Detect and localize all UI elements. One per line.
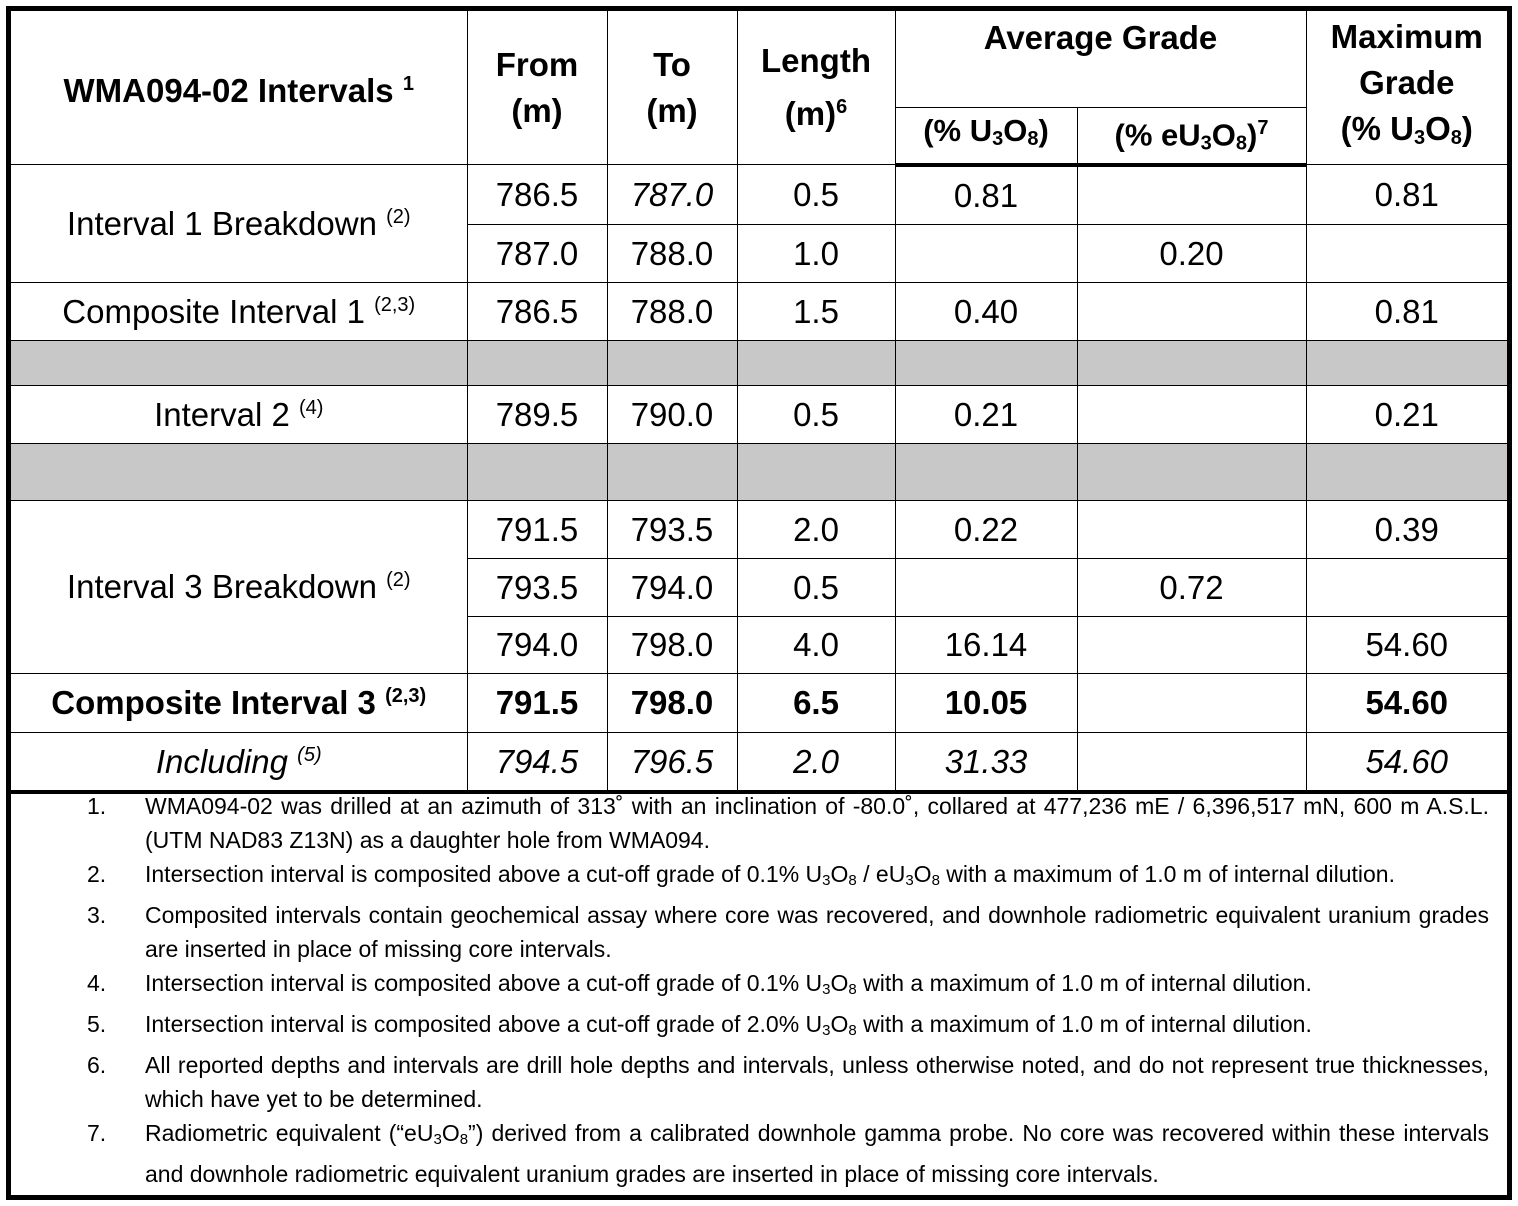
eu3o8-cell: [1077, 501, 1306, 559]
to-cell: 790.0: [607, 386, 737, 444]
to-cell: 794.0: [607, 559, 737, 617]
eu3o8-cell: [1077, 617, 1306, 674]
footnote-2: 2. Intersection interval is composited above a cut-off grade of 0.1% $U_3O_8 / eU_3O_8$ with a maximum of 1.0 m of internal dilution.: [87, 861, 1395, 889]
row-label: Interval 2 $^{(4)}$: [11, 386, 467, 444]
col-header-u3o8: (% $U_3O_8$): [895, 107, 1077, 165]
from-cell: 787.0: [467, 225, 607, 283]
length-cell: 2.0: [737, 733, 895, 792]
max-cell: 0.81: [1306, 165, 1507, 225]
max-cell: 54.60: [1306, 674, 1507, 733]
row-label: Composite Interval 1 $^{(2,3)}$: [11, 283, 467, 341]
footnote-4: 4. Intersection interval is composited above a cut-off grade of 0.1% $U_3O_8$ with a maximum of 1.0 m of internal dilution.: [87, 970, 1312, 998]
from-cell: 794.5: [467, 733, 607, 792]
from-cell: 786.5: [467, 283, 607, 341]
footnote-3: 3. Composited intervals contain geochemical assay where core was recovered, and downhole radiometric equivalent uranium grades are inserted in place of missing core intervals.: [87, 902, 1489, 962]
from-cell: 789.5: [467, 386, 607, 444]
col-header-to: To (m): [607, 11, 737, 165]
col-header-maximum-grade: Maximum Grade (% $U_3O_8$): [1306, 11, 1507, 165]
header-row: [11, 11, 1507, 107]
max-cell: 0.39: [1306, 501, 1507, 559]
u3o8-cell: [895, 225, 1077, 283]
from-cell: 794.0: [467, 617, 607, 674]
eu3o8-cell: [1077, 386, 1306, 444]
length-cell: 4.0: [737, 617, 895, 674]
from-cell: 793.5: [467, 559, 607, 617]
row-label: Interval 1 Breakdown $^{(2)}$: [11, 165, 467, 283]
max-cell: [1306, 559, 1507, 617]
u3o8-cell: 10.05: [895, 674, 1077, 733]
to-cell: 796.5: [607, 733, 737, 792]
footnote-7: 7. Radiometric equivalent $(“eU_3O_8”)$ derived from a calibrated downhole gamma probe. No core was recovered within these intervals and downhole radiometric equivalent uranium grades are inserted in place of missing core intervals.: [87, 1120, 1489, 1187]
length-cell: 1.0: [737, 225, 895, 283]
footnote-6: 6. All reported depths and intervals are drill hole depths and intervals, unless otherwise noted, and do not represent true thicknesses, which have yet to be determined.: [87, 1052, 1489, 1112]
footnote-1: 1. WMA094-02 was drilled at an azimuth of 313˚ with an inclination of -80.0˚, collared at 477,236 mE / 6,396,517 mN, 600 m A.S.L. (UTM NAD83 Z13N) as a daughter hole from WMA094.: [87, 793, 1489, 853]
u3o8-cell: 16.14: [895, 617, 1077, 674]
from-cell: 791.5: [467, 501, 607, 559]
to-cell: 787.0: [607, 165, 737, 225]
max-grade-unit: (% $U_3O_8$): [1340, 110, 1473, 150]
col-header-eu3o8: (% $eU_3O_8)^7$: [1077, 107, 1306, 165]
max-cell: 54.60: [1306, 733, 1507, 792]
eu3o8-cell: 0.20: [1077, 225, 1306, 283]
footnote-5: 5. Intersection interval is composited above a cut-off grade of 2.0% $U_3O_8$ with a maximum of 1.0 m of internal dilution.: [87, 1011, 1312, 1039]
u3o8-cell: 0.81: [895, 165, 1077, 225]
col-header-from: From (m): [467, 11, 607, 165]
length-cell: 6.5: [737, 674, 895, 733]
length-cell: 0.5: [737, 559, 895, 617]
max-cell: 0.81: [1306, 283, 1507, 341]
eu3o8-cell: [1077, 165, 1306, 225]
row-label: Composite Interval 3 $^{(2,3)}$: [11, 674, 467, 733]
results-table-panel: [6, 6, 1512, 1200]
table-row: [11, 501, 1507, 559]
u3o8-cell: 0.21: [895, 386, 1077, 444]
from-cell: 791.5: [467, 674, 607, 733]
to-cell: 788.0: [607, 225, 737, 283]
eu3o8-cell: [1077, 733, 1306, 792]
max-cell: 0.21: [1306, 386, 1507, 444]
col-header-average-grade: Average Grade: [895, 11, 1306, 107]
table-row: [11, 165, 1507, 225]
to-cell: 798.0: [607, 617, 737, 674]
row-label: Including $^{(5)}$: [11, 733, 467, 792]
drill-results-table: [11, 11, 1507, 794]
eu3o8-cell: 0.72: [1077, 559, 1306, 617]
table-row: [11, 386, 1507, 444]
max-cell: [1306, 225, 1507, 283]
u3o8-cell: 31.33: [895, 733, 1077, 792]
table-row: [11, 283, 1507, 341]
spacer-row: [11, 444, 1507, 501]
footnotes: [11, 789, 1507, 1191]
length-cell: 0.5: [737, 165, 895, 225]
u3o8-cell: 0.22: [895, 501, 1077, 559]
length-cell: 2.0: [737, 501, 895, 559]
u3o8-cell: [895, 559, 1077, 617]
spacer-row: [11, 341, 1507, 386]
length-cell: 0.5: [737, 386, 895, 444]
length-cell: 1.5: [737, 283, 895, 341]
to-cell: 788.0: [607, 283, 737, 341]
col-header-length: Length (m)$^6$: [737, 11, 895, 165]
row-label: Interval 3 Breakdown $^{(2)}$: [11, 501, 467, 674]
eu3o8-cell: [1077, 283, 1306, 341]
to-cell: 793.5: [607, 501, 737, 559]
from-cell: 786.5: [467, 165, 607, 225]
max-cell: 54.60: [1306, 617, 1507, 674]
eu3o8-cell: [1077, 674, 1306, 733]
table-row: [11, 733, 1507, 792]
to-cell: 798.0: [607, 674, 737, 733]
u3o8-cell: 0.40: [895, 283, 1077, 341]
table-row: [11, 674, 1507, 733]
col-header-intervals: WMA094-02 Intervals $^1$: [11, 11, 467, 165]
